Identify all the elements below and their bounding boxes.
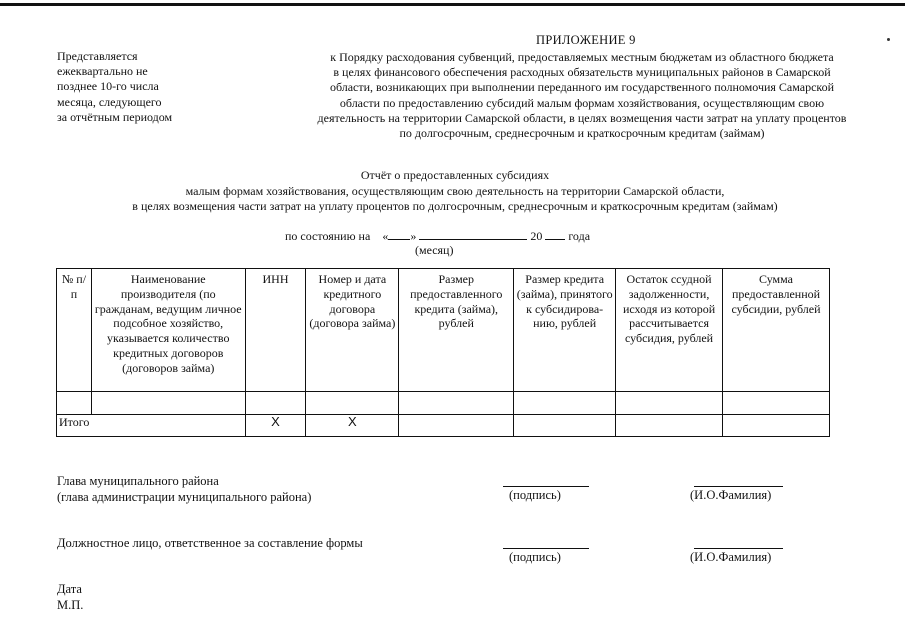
total-cell[interactable]: [616, 415, 723, 437]
table-cell[interactable]: [514, 392, 616, 415]
official-name-line[interactable]: [694, 548, 783, 549]
head-name-caption: (И.О.Фамилия): [690, 488, 772, 502]
table-cell[interactable]: [91, 392, 245, 415]
appendix-line: в целях финансового обеспечения расходных обязательств муниципальных районов в Самарской: [333, 65, 831, 80]
report-title: [40, 168, 870, 215]
total-inn-mark: Х: [245, 415, 306, 437]
table-cell[interactable]: [306, 392, 399, 415]
table-cell[interactable]: [616, 392, 723, 415]
note-line: ежеквартально не: [57, 64, 148, 79]
year-blank[interactable]: [545, 228, 565, 240]
total-label: Итого: [57, 415, 246, 437]
head-name-line[interactable]: [694, 486, 783, 487]
total-contract-mark: Х: [306, 415, 399, 437]
table-cell[interactable]: [245, 392, 306, 415]
table-cell[interactable]: [57, 392, 92, 415]
subsidy-report-table: [56, 268, 830, 437]
col-header-subsidy-sum: Сумма предоставленной субсидии, рублей: [723, 269, 830, 392]
table-row: [57, 392, 830, 415]
report-date-line: [285, 228, 590, 244]
month-label: (месяц): [415, 243, 454, 257]
table-cell[interactable]: [723, 392, 830, 415]
date-label: Дата: [57, 582, 82, 596]
total-cell[interactable]: [723, 415, 830, 437]
head-sign-caption: (подпись): [509, 488, 561, 502]
appendix-title: ПРИЛОЖЕНИЕ 9: [536, 33, 636, 47]
report-title-line: малым формам хозяйствования, осуществляющим свою деятельность на территории Самарской области,: [185, 183, 725, 198]
top-border-line: [0, 3, 905, 6]
head-signature-label: [57, 473, 311, 505]
col-header-number: № п/п: [57, 269, 92, 392]
month-blank[interactable]: [419, 228, 527, 240]
total-cell[interactable]: [514, 415, 616, 437]
report-title-line: Отчёт о предоставленных субсидиях: [360, 168, 550, 182]
stamp-label: М.П.: [57, 598, 84, 612]
note-line: месяца, следующего: [57, 94, 162, 109]
open-quote: «: [382, 229, 389, 243]
table-cell[interactable]: [399, 392, 514, 415]
official-sign-caption: (подпись): [509, 550, 561, 564]
col-header-debt-balance: Остаток ссудной задолженности, исходя из которой рассчитывается субсидия, рублей: [616, 269, 723, 392]
date-stamp-block: [57, 581, 83, 613]
submission-note: [57, 49, 227, 125]
official-label: Должностное лицо, ответственное за составление формы: [57, 536, 363, 550]
appendix-line: области по предоставлению субсидий малым формам хозяйствования, осуществляющим свою: [339, 95, 825, 110]
note-line: Представляется: [57, 49, 138, 63]
century: 20: [530, 229, 543, 243]
head-subtitle: (глава администрации муниципального района): [57, 490, 312, 504]
note-line: позднее 10-го числа: [57, 79, 159, 94]
day-blank[interactable]: [388, 228, 410, 240]
year-word: года: [568, 229, 591, 243]
col-header-loan-amount: Размер предоставленного кредита (займа), рублей: [399, 269, 514, 392]
close-quote: »: [410, 229, 417, 243]
official-name-caption: (И.О.Фамилия): [690, 550, 772, 564]
report-title-line: в целях возмещения части затрат на уплату процентов по долгосрочным, среднесрочным и краткосрочным кредитам (займам): [132, 199, 778, 214]
speck-mark: [887, 38, 890, 41]
table-header-row: [57, 269, 830, 392]
appendix-line: по долгосрочным, среднесрочным и краткосрочным кредитам (займам): [399, 126, 765, 141]
head-title: Глава муниципального района: [57, 474, 219, 488]
date-prefix: по состоянию на: [285, 229, 371, 243]
total-cell[interactable]: [399, 415, 514, 437]
official-signature-line[interactable]: [503, 548, 589, 549]
appendix-line: деятельность на территории Самарской области, в целях возмещения части затрат на уплату процентов: [317, 110, 847, 125]
col-header-subsidized-amount: Размер кредита (займа), принятого к субсидирова-нию, рублей: [514, 269, 616, 392]
head-signature-line[interactable]: [503, 486, 589, 487]
appendix-description: [282, 50, 882, 141]
note-line: за отчётным периодом: [57, 109, 173, 124]
appendix-line: области, возникающих при выполнении переданного им государственного полномочия Самарской: [329, 80, 835, 95]
total-row: [57, 415, 830, 437]
col-header-inn: ИНН: [245, 269, 306, 392]
appendix-line: к Порядку расходования субвенций, предоставляемых местным бюджетам из областного бюджета: [330, 50, 834, 64]
col-header-producer: Наименование производителя (по гражданам, ведущим личное подсобное хозяйство, указывается количество кредитных договоров (договоров займа): [91, 269, 245, 392]
col-header-contract: Номер и дата кредитного договора (договора займа): [306, 269, 399, 392]
